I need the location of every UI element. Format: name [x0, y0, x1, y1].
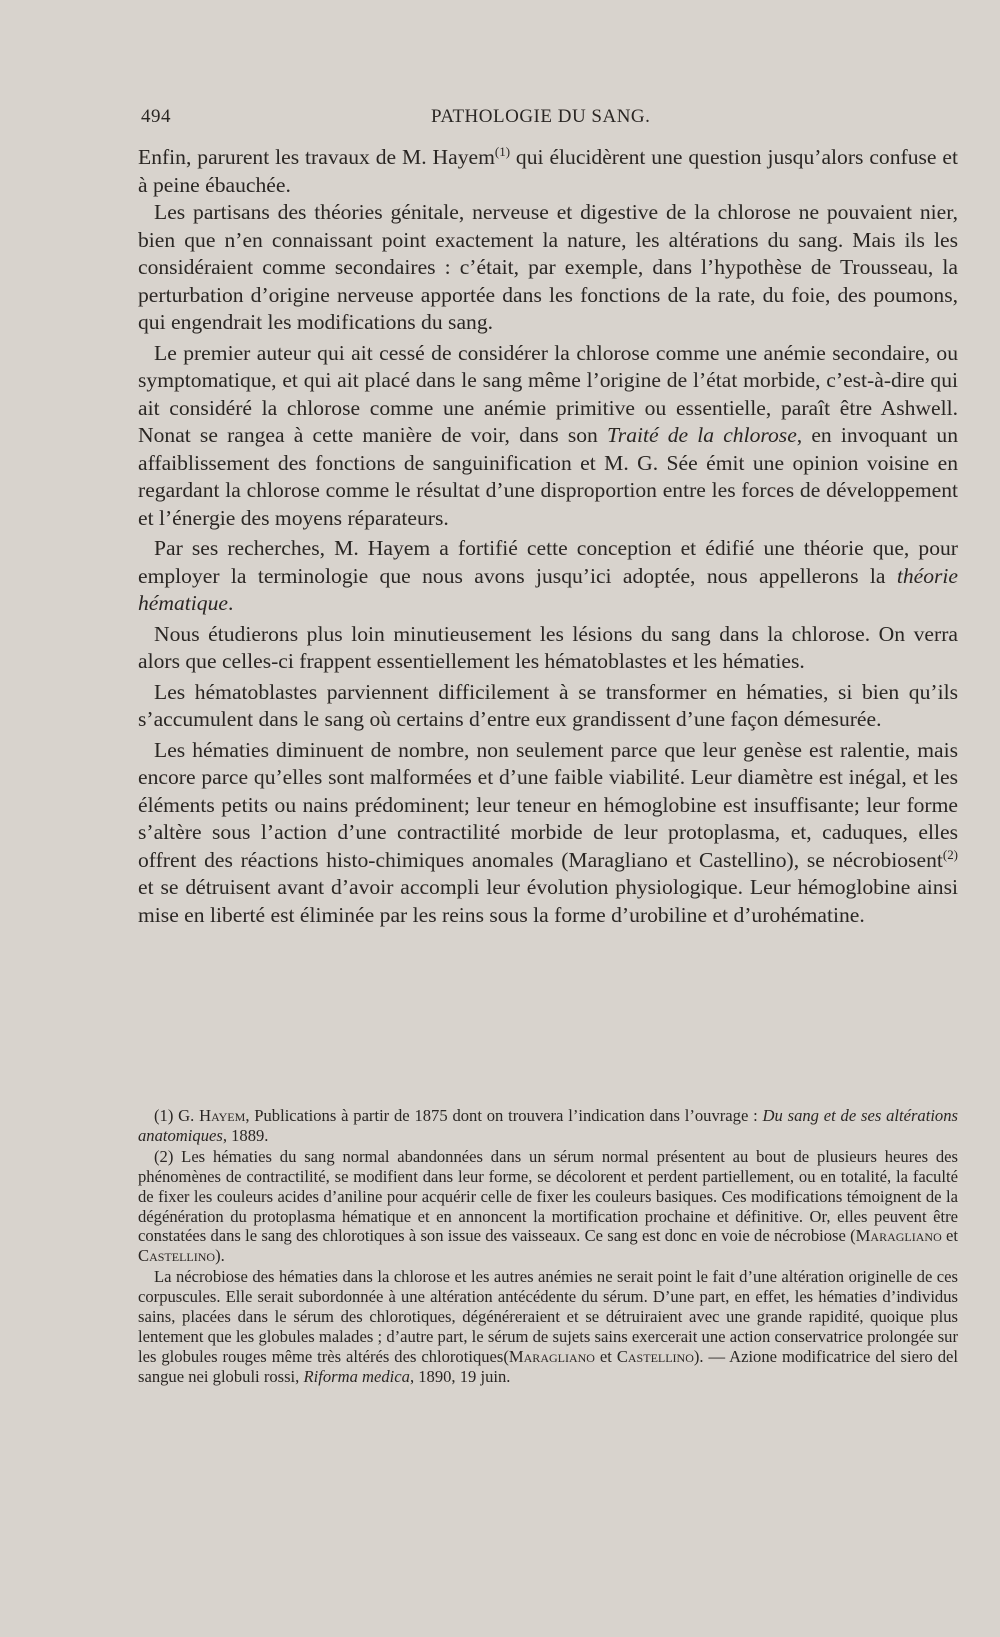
footnote-1: [138, 1106, 958, 1146]
footnote-text: et: [941, 1226, 959, 1246]
book-title: Traité de la chlorose: [606, 423, 797, 447]
author-name: Maragliano: [508, 1346, 595, 1366]
footnote-text: , 1889.: [222, 1125, 269, 1145]
footnote-ref-2: (2): [942, 846, 958, 862]
paragraph-text: Les hématies diminuent de nombre, non seulement parce que leur genèse est ralentie, mais encore parce qu’elles sont malformées et d’une faible viabilité. Leur diamètre est inégal, et les éléments petits ou nains prédominent; leur teneur en hémoglobine est insuffisante; leur forme s’altère sous l’action d’une contractilité morbide de leur protoplasma, et, caduques, elles offrent des réactions histo-chimiques anomales (Maragliano et Castellino), se nécrobiosent: [138, 737, 958, 872]
paragraph-text: .: [227, 591, 234, 615]
footnote-text: ).: [215, 1246, 225, 1266]
page-number: 494: [141, 106, 171, 127]
author-name: Maragliano: [855, 1226, 942, 1246]
paragraph-1: [138, 144, 958, 199]
journal-title: Riforma medica: [303, 1366, 410, 1386]
footnote-2-continued: [138, 1267, 958, 1386]
paragraph-text: Le premier auteur qui ait cessé de considérer la chlorose comme une anémie secondaire, ou symptomatique, et qui ait placé dans le sang même l’origine de l’état morbide, c’est-à-dire qui ait considéré la chlorose comme une anémie primitive ou essentielle, paraît être Ashwell. Nonat se rangea à cette manière de voir, dans son: [138, 340, 958, 447]
footnote-text: , 1890, 19 juin.: [409, 1366, 511, 1386]
paragraph-text: Par ses recherches, M. Hayem a fortifié cette conception et édifié une théorie que, pour employer la terminologie que nous avons jusqu’ici adoptée, nous appellerons la: [138, 536, 958, 588]
footnote-text: G.: [173, 1106, 200, 1125]
footnote-text: La nécrobiose des hématies dans la chlorose et les autres anémies ne serait point le fait d’une altération originelle de ces corpuscules. Elle serait subordonnée à une altération antécédente du sérum. D’une part, en effet, les hématies d’individus sains, placées dans le sérum des chlorotiques, dégénéreraient et se détruiraient avec une grande rapidité, quoique plus lentement que les globules malades ; d’autre part, le sérum de sujets sains exercerait une action conservatrice prolongée sur les globules rouges même très altérés des chlorotiques(: [138, 1267, 958, 1366]
theory-name: théorie hématique: [138, 563, 958, 615]
footnote-ref-1: (1): [494, 143, 511, 159]
author-name: Hayem: [199, 1106, 246, 1125]
paragraph-5: Nous étudierons plus loin minutieusement les lésions du sang dans la chlorose. On verra alors que celles-ci frappent essentiellement les hématoblastes et les hématies.: [138, 621, 958, 673]
paragraph-4: [138, 535, 958, 618]
paragraph-6: Les hématoblastes parviennent difficilement à se transformer en hématies, si bien qu’ils s’accumulent dans le sang où certains d’entre eux grandissent d’une façon démesurée.: [138, 679, 958, 731]
paragraph-text: Enfin, parurent les travaux de M. Hayem: [138, 145, 495, 169]
paragraph-2: Les partisans des théories génitale, nerveuse et digestive de la chlorose ne pouvaient nier, bien que n’en connaissant point exactement la nature, les altérations du sang. Mais ils les considéraient comme secondaires : c’était, par exemple, dans l’hypothèse de Trousseau, la perturbation d’origine nerveuse apportée dans les fonctions de la rate, du foie, des poumons, qui engendrait les modifications du sang.: [138, 200, 958, 334]
footnotes: [138, 1106, 958, 1387]
footnote-mark: (1): [154, 1106, 174, 1125]
paragraph-text: , en invoquant un affaiblissement des fonctions de sanguinification et M. G. Sée émit une opinion voisine en regardant la chlorose comme le résultat d’une disproportion entre les forces de développement et l’énergie des moyens réparateurs.: [138, 423, 958, 530]
running-title: PATHOLOGIE DU SANG.: [431, 106, 651, 127]
footnote-2: [138, 1147, 958, 1266]
paragraph-text: et se détruisent avant d’avoir accompli leur évolution physiologique. Leur hémoglobine ainsi mise en liberté est éliminée par les reins sous la forme d’urobiline et d’urohématine.: [138, 875, 958, 927]
cited-title: Du sang et de ses altérations anatomiques: [138, 1106, 958, 1145]
paragraph-text: qui élucidèrent une question jusqu’alors confuse et à peine ébauchée.: [138, 145, 958, 197]
footnote-text: Les hématies du sang normal abandonnées dans un sérum normal présentent au bout de plusieurs heures des phénomènes de contractilité, se modifient dans leur forme, se décolorent et perdent partiellement, ou en totalité, la faculté de fixer les couleurs acides d’aniline pour acquérir celle de fixer les couleurs basiques. Ces modifications témoignent de la dégénération du protoplasma hématique et en annoncent la mortification prochaine et définitive. Or, elles peuvent être constatées dans le sang des chlorotiques à son issue des vaisseaux. Ce sang est donc en voie de nécrobiose (: [138, 1146, 958, 1246]
author-name: Castellino: [616, 1346, 694, 1366]
paragraph-7: [138, 737, 958, 930]
running-head: [141, 106, 961, 136]
footnote-text: et: [594, 1346, 617, 1366]
body-text: [138, 144, 958, 929]
footnote-text: , Publications à partir de 1875 dont on trouvera l’indication dans l’ouvrage :: [245, 1106, 763, 1125]
footnote-text: ). — Azione modificatrice del siero del sangue nei globuli rossi,: [138, 1346, 958, 1386]
footnote-mark: (2): [154, 1146, 174, 1166]
paragraph-3: [138, 340, 958, 533]
author-name: Castellino: [138, 1246, 216, 1266]
